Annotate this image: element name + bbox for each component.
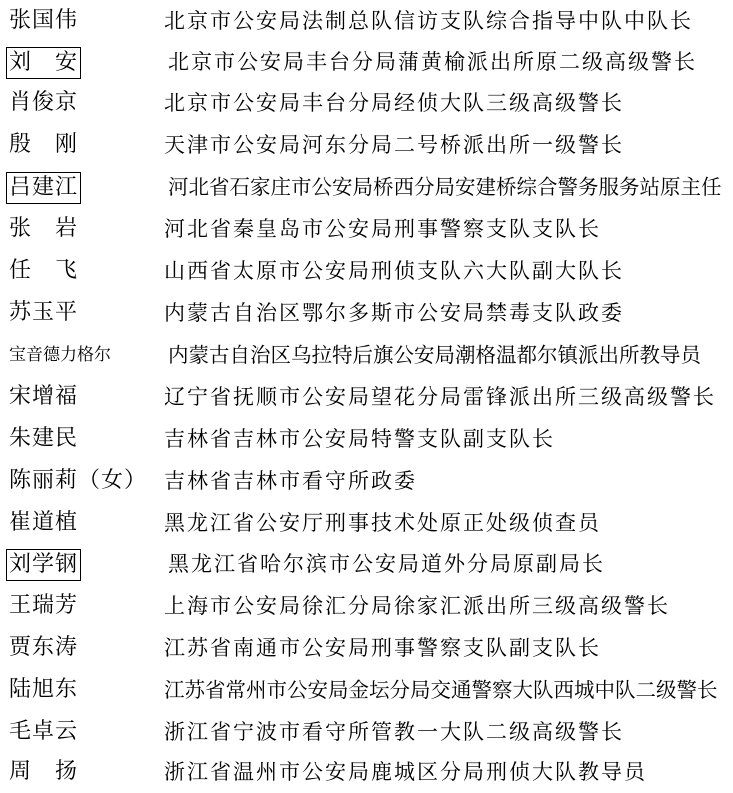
person-title: 北京市公安局丰台分局蒲黄榆派出所原二级高级警长 (168, 50, 697, 74)
list-item (0, 292, 733, 334)
list-item (0, 250, 733, 292)
person-title: 江苏省南通市公安局刑事警察支队副支队长 (164, 636, 601, 660)
list-item (0, 460, 733, 502)
person-name: 刘学钢 (6, 549, 81, 581)
person-name: 毛卓云 (9, 719, 79, 744)
person-title: 上海市公安局徐汇分局徐家汇派出所三级高级警长 (164, 594, 670, 618)
list-item (0, 627, 733, 669)
person-title: 河北省石家庄市公安局桥西分局安建桥综合警务服务站原主任 (168, 175, 722, 199)
person-name: 王瑞芳 (9, 593, 79, 618)
person-title: 北京市公安局法制总队信访支队综合指导中队中队长 (164, 9, 693, 33)
person-title: 吉林省吉林市公安局特警支队副支队长 (164, 427, 555, 451)
person-title: 内蒙古自治区鄂尔多斯市公安局禁毒支队政委 (164, 301, 624, 325)
person-name: 吕建江 (6, 172, 81, 204)
person-name: 肖俊京 (9, 90, 79, 115)
person-name: 贾东涛 (9, 635, 79, 660)
person-name: 苏玉平 (9, 300, 79, 325)
person-title: 天津市公安局河东分局二号桥派出所一级警长 (164, 133, 624, 157)
person-name: 陆旭东 (9, 677, 79, 702)
person-name: 刘 安 (6, 47, 81, 79)
list-item (0, 751, 733, 793)
list-item (0, 41, 733, 83)
person-name: 陈丽莉（女） (9, 468, 148, 493)
person-name: 宋增福 (9, 384, 79, 409)
person-name: 殷 刚 (9, 132, 79, 157)
list-item (0, 208, 733, 250)
list-item (0, 334, 733, 376)
list-item (0, 82, 733, 124)
person-title: 浙江省宁波市看守所管教一大队二级高级警长 (164, 720, 624, 744)
list-item (0, 166, 733, 208)
list-item (0, 669, 733, 711)
person-title: 北京市公安局丰台分局经侦大队三级高级警长 (164, 91, 624, 115)
person-title: 浙江省温州市公安局鹿城区分局刑侦大队教导员 (164, 760, 647, 784)
person-name: 宝音德力格尔 (9, 345, 111, 365)
person-name: 朱建民 (9, 426, 79, 451)
person-name: 张 岩 (9, 216, 79, 241)
list-item (0, 711, 733, 753)
person-title: 江苏省常州市公安局金坛分局交通警察大队西城中队二级警长 (164, 678, 718, 702)
person-title: 黑龙江省哈尔滨市公安局道外分局原副局长 (168, 552, 605, 576)
person-name: 张国伟 (9, 8, 79, 33)
list-item (0, 418, 733, 460)
list-item (0, 585, 733, 627)
list-item (0, 543, 733, 585)
list-item (0, 376, 733, 418)
list-item (0, 502, 733, 544)
person-title: 吉林省吉林市看守所政委 (164, 469, 417, 493)
person-name: 崔道植 (9, 510, 79, 535)
list-item (0, 124, 733, 166)
person-title: 河北省秦皇岛市公安局刑事警察支队支队长 (164, 217, 601, 241)
person-name: 任 飞 (9, 258, 79, 283)
list-item (0, 0, 733, 42)
person-name: 周 扬 (9, 759, 79, 784)
person-title: 内蒙古自治区乌拉特后旗公安局潮格温都尔镇派出所教导员 (168, 343, 701, 367)
person-title: 辽宁省抚顺市公安局望花分局雷锋派出所三级高级警长 (164, 385, 716, 409)
person-title: 黑龙江省公安厅刑事技术处原正处级侦查员 (164, 511, 601, 535)
person-title: 山西省太原市公安局刑侦支队六大队副大队长 (164, 259, 624, 283)
